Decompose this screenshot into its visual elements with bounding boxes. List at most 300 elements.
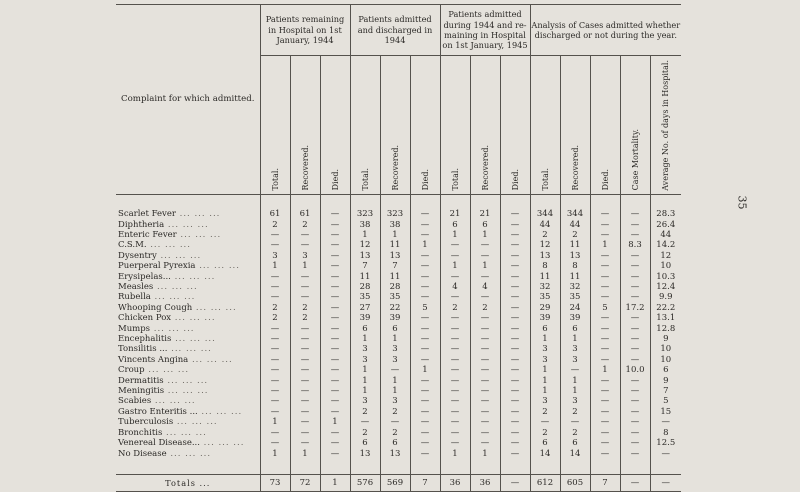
table-cell: 7 bbox=[350, 261, 380, 271]
table-cell: — bbox=[500, 230, 530, 240]
table-cell: 2 bbox=[470, 303, 500, 313]
complaint-name: Tonsilitis ... bbox=[118, 344, 168, 355]
table-cell: — bbox=[590, 449, 620, 459]
table-cell: — bbox=[530, 417, 560, 427]
table-cell: — bbox=[500, 355, 530, 365]
table-cell: 38 bbox=[380, 220, 410, 230]
leader-dots: ... ... ... bbox=[164, 386, 209, 397]
table-cell: 28 bbox=[380, 282, 410, 292]
table-cell: — bbox=[620, 355, 650, 365]
table-cell: — bbox=[410, 438, 440, 448]
table-cell: — bbox=[290, 438, 320, 448]
table-cell: — bbox=[320, 386, 350, 396]
table-cell: — bbox=[470, 396, 500, 406]
complaint-name: Enteric Fever bbox=[118, 229, 177, 240]
table-cell: — bbox=[260, 407, 290, 417]
table-cell: 6 bbox=[560, 324, 590, 334]
table-cell: — bbox=[620, 230, 650, 240]
table-cell: — bbox=[590, 334, 620, 344]
table-cell: — bbox=[410, 292, 440, 302]
table-row bbox=[116, 365, 681, 375]
row-label bbox=[116, 209, 260, 219]
table-cell: 1 bbox=[350, 230, 380, 240]
leader-dots: ... ... ... bbox=[167, 344, 212, 355]
table-cell: — bbox=[260, 230, 290, 240]
table-cell: 10 bbox=[650, 344, 681, 354]
table-cell: — bbox=[500, 417, 530, 427]
table-cell: 5 bbox=[590, 303, 620, 313]
column-header-1 bbox=[290, 56, 320, 195]
complaint-name: Whooping Cough bbox=[118, 302, 193, 313]
table-cell: — bbox=[320, 396, 350, 406]
table-cell: — bbox=[470, 417, 500, 427]
column-header-text: Died. bbox=[330, 169, 340, 191]
table-cell: 1 bbox=[320, 417, 350, 427]
table-cell: 28.3 bbox=[650, 209, 681, 219]
row-label bbox=[116, 449, 260, 459]
table-cell: — bbox=[590, 376, 620, 386]
leader-dots: ... ... ... bbox=[164, 219, 209, 230]
row-label bbox=[116, 251, 260, 261]
column-header-text: Died. bbox=[420, 169, 430, 191]
table-cell: 2 bbox=[560, 230, 590, 240]
table-cell: — bbox=[290, 365, 320, 375]
table-cell: 1 bbox=[380, 386, 410, 396]
table-cell: — bbox=[320, 313, 350, 323]
totals-cell: 72 bbox=[290, 474, 320, 491]
table-cell: — bbox=[320, 303, 350, 313]
table-cell: 39 bbox=[380, 313, 410, 323]
table-cell: 39 bbox=[530, 313, 560, 323]
complaint-name: C.S.M. bbox=[118, 240, 147, 251]
table-cell: 8 bbox=[530, 261, 560, 271]
table-cell: 3 bbox=[560, 344, 590, 354]
table-cell: — bbox=[290, 292, 320, 302]
complaint-name: Scabies bbox=[118, 396, 152, 407]
table-cell: 1 bbox=[410, 240, 440, 250]
table-cell: 1 bbox=[590, 240, 620, 250]
table-cell: 9 bbox=[650, 334, 681, 344]
complaint-name: Croup bbox=[118, 365, 145, 376]
table-cell: — bbox=[620, 313, 650, 323]
row-label bbox=[116, 407, 260, 417]
row-label bbox=[116, 220, 260, 230]
table-cell: — bbox=[470, 240, 500, 250]
table-cell: — bbox=[260, 324, 290, 334]
column-header-text: Average No. of days in Hospital. bbox=[661, 60, 671, 191]
table-cell: — bbox=[590, 282, 620, 292]
table-cell: 1 bbox=[290, 261, 320, 271]
column-header-text: Died. bbox=[510, 169, 520, 191]
table-cell: 8 bbox=[560, 261, 590, 271]
table-cell: 6 bbox=[530, 438, 560, 448]
table-cell: 13 bbox=[380, 449, 410, 459]
table-cell: 1 bbox=[380, 230, 410, 240]
table-row bbox=[116, 209, 681, 219]
table-cell: — bbox=[320, 365, 350, 375]
table-cell: — bbox=[440, 365, 470, 375]
table-cell: — bbox=[440, 407, 470, 417]
table-cell: — bbox=[410, 313, 440, 323]
table-cell: — bbox=[410, 386, 440, 396]
table-cell: 10 bbox=[650, 261, 681, 271]
table-row bbox=[116, 324, 681, 334]
table-cell: — bbox=[590, 209, 620, 219]
table-row bbox=[116, 417, 681, 427]
leader-dots: ... ... ... bbox=[170, 271, 216, 282]
table-cell: 6 bbox=[380, 324, 410, 334]
table-cell: — bbox=[260, 396, 290, 406]
table-cell: — bbox=[620, 272, 650, 282]
table-cell: — bbox=[620, 324, 650, 334]
table-cell: 1 bbox=[470, 449, 500, 459]
table-cell: 29 bbox=[530, 303, 560, 313]
table-cell: — bbox=[410, 251, 440, 261]
group-header-analysis: Analysis of Cases admitted whether discharged or not during the year. bbox=[530, 5, 681, 56]
table-cell: 13 bbox=[350, 251, 380, 261]
row-label bbox=[116, 230, 260, 240]
table-cell: 39 bbox=[350, 313, 380, 323]
complaint-name: Venereal Disease... bbox=[118, 438, 200, 449]
leader-dots: ... ... ... bbox=[163, 375, 209, 386]
group-header-admitted-remaining: Patients admitted during 1944 and re-maining in Hospital on 1st January, 1945 bbox=[440, 5, 530, 56]
column-header-7 bbox=[470, 56, 500, 195]
table-cell: 1 bbox=[590, 365, 620, 375]
table-cell: — bbox=[290, 324, 320, 334]
table-cell: — bbox=[470, 407, 500, 417]
leader-dots: ... ... ... bbox=[153, 282, 198, 293]
table-cell: 2 bbox=[290, 313, 320, 323]
table-cell: — bbox=[470, 344, 500, 354]
complaint-name: Tuberculosis bbox=[118, 417, 174, 428]
table-cell: 1 bbox=[260, 417, 290, 427]
table-row bbox=[116, 240, 681, 250]
table-cell: — bbox=[470, 376, 500, 386]
table-cell: — bbox=[620, 407, 650, 417]
table-cell: 2 bbox=[530, 230, 560, 240]
column-header-3 bbox=[350, 56, 380, 195]
table-cell: — bbox=[290, 355, 320, 365]
table-cell: 3 bbox=[350, 344, 380, 354]
table-cell: 11 bbox=[560, 240, 590, 250]
table-cell: 26.4 bbox=[650, 220, 681, 230]
totals-cell: 612 bbox=[530, 474, 560, 491]
row-label bbox=[116, 355, 260, 365]
table-cell: — bbox=[620, 334, 650, 344]
leader-dots: ... ... ... bbox=[171, 334, 216, 345]
table-cell: — bbox=[440, 240, 470, 250]
table-cell: — bbox=[620, 376, 650, 386]
table-cell: 2 bbox=[260, 303, 290, 313]
table-cell: — bbox=[320, 272, 350, 282]
complaint-name: Gastro Enteritis ... bbox=[118, 406, 198, 417]
table-cell: — bbox=[500, 282, 530, 292]
table-cell: — bbox=[350, 417, 380, 427]
table-cell: 14 bbox=[530, 449, 560, 459]
table-cell: — bbox=[470, 313, 500, 323]
table-cell: 1 bbox=[440, 230, 470, 240]
table-cell: 2 bbox=[260, 220, 290, 230]
table-cell: — bbox=[590, 428, 620, 438]
table-cell: — bbox=[500, 449, 530, 459]
table-cell: — bbox=[410, 407, 440, 417]
table-row bbox=[116, 334, 681, 344]
table-cell: 1 bbox=[260, 261, 290, 271]
table-cell: 21 bbox=[440, 209, 470, 219]
complaint-name: Erysipelas... bbox=[118, 271, 171, 282]
leader-dots: ... ... ... bbox=[195, 261, 240, 272]
table-row bbox=[116, 251, 681, 261]
table-cell: 2 bbox=[290, 220, 320, 230]
leader-dots: ... ... ... bbox=[150, 323, 195, 334]
table-cell: — bbox=[500, 365, 530, 375]
table-cell: 1 bbox=[470, 230, 500, 240]
table-cell: — bbox=[320, 355, 350, 365]
leader-dots: ... ... ... bbox=[176, 229, 222, 240]
table-cell: — bbox=[440, 324, 470, 334]
table-cell: 323 bbox=[380, 209, 410, 219]
table-cell: — bbox=[410, 334, 440, 344]
table-cell: — bbox=[500, 407, 530, 417]
table-cell: — bbox=[590, 272, 620, 282]
table-cell: 11 bbox=[350, 272, 380, 282]
table-cell: — bbox=[470, 272, 500, 282]
table-cell: — bbox=[410, 344, 440, 354]
table-cell: — bbox=[500, 220, 530, 230]
table-cell: — bbox=[590, 220, 620, 230]
table-cell: — bbox=[410, 272, 440, 282]
table-cell: — bbox=[440, 376, 470, 386]
complaint-name: Diphtheria bbox=[118, 219, 165, 230]
table-cell: 11 bbox=[380, 272, 410, 282]
table-cell: 1 bbox=[350, 334, 380, 344]
leader-dots: ... ... ... bbox=[151, 396, 196, 407]
table-cell: — bbox=[320, 407, 350, 417]
table-cell: 44 bbox=[560, 220, 590, 230]
column-header-12 bbox=[620, 56, 650, 195]
totals-label: Totals ... bbox=[116, 474, 260, 491]
column-header-text: Total. bbox=[450, 168, 460, 191]
row-label bbox=[116, 282, 260, 292]
totals-cell: 36 bbox=[440, 474, 470, 491]
table-cell: — bbox=[440, 417, 470, 427]
table-cell: — bbox=[290, 376, 320, 386]
table-cell: — bbox=[470, 365, 500, 375]
table-cell: — bbox=[440, 251, 470, 261]
table-cell: — bbox=[590, 407, 620, 417]
table-cell: 32 bbox=[530, 282, 560, 292]
table-cell: 1 bbox=[560, 376, 590, 386]
table-cell: — bbox=[410, 355, 440, 365]
table-row bbox=[116, 407, 681, 417]
table-cell: 13 bbox=[350, 449, 380, 459]
complaint-name: Meningitis bbox=[118, 386, 165, 397]
table-cell: 13.1 bbox=[650, 313, 681, 323]
table-cell: — bbox=[320, 220, 350, 230]
table-cell: 344 bbox=[560, 209, 590, 219]
table-row bbox=[116, 303, 681, 313]
row-label bbox=[116, 292, 260, 302]
table-cell: 1 bbox=[530, 386, 560, 396]
table-cell: — bbox=[500, 251, 530, 261]
table-cell: — bbox=[260, 355, 290, 365]
group-header-remaining: Patients remaining in Hospital on 1st January, 1944 bbox=[260, 5, 350, 56]
table-cell: 6 bbox=[530, 324, 560, 334]
table-cell: 3 bbox=[380, 355, 410, 365]
complaint-name: Vincents Angina bbox=[118, 354, 189, 365]
table-cell: 13 bbox=[530, 251, 560, 261]
table-cell: — bbox=[320, 438, 350, 448]
table-cell: — bbox=[440, 313, 470, 323]
table-cell: 1 bbox=[380, 376, 410, 386]
table-cell: — bbox=[410, 417, 440, 427]
table-cell: 2 bbox=[350, 407, 380, 417]
table-row bbox=[116, 272, 681, 282]
table-cell: — bbox=[320, 230, 350, 240]
row-label bbox=[116, 303, 260, 313]
table-cell: — bbox=[320, 334, 350, 344]
table-cell: 1 bbox=[380, 334, 410, 344]
table-cell: — bbox=[590, 230, 620, 240]
table-cell: 1 bbox=[290, 449, 320, 459]
table-cell: — bbox=[290, 334, 320, 344]
table-cell: 1 bbox=[260, 449, 290, 459]
table-cell: — bbox=[620, 386, 650, 396]
table-cell: 1 bbox=[530, 376, 560, 386]
table-cell: — bbox=[470, 428, 500, 438]
table-cell: — bbox=[650, 417, 681, 427]
table-cell: — bbox=[590, 324, 620, 334]
table-cell: 323 bbox=[350, 209, 380, 219]
table-cell: — bbox=[500, 438, 530, 448]
table-cell: — bbox=[320, 449, 350, 459]
table-cell: — bbox=[320, 209, 350, 219]
table-cell: 7 bbox=[650, 386, 681, 396]
table-cell: 12.8 bbox=[650, 324, 681, 334]
row-label bbox=[116, 386, 260, 396]
table-cell: 6 bbox=[350, 438, 380, 448]
table-cell: 6 bbox=[650, 365, 681, 375]
leader-dots: ... ... ... bbox=[166, 448, 212, 459]
table-row bbox=[116, 292, 681, 302]
table-cell: — bbox=[260, 240, 290, 250]
table-cell: 1 bbox=[440, 449, 470, 459]
table-cell: — bbox=[620, 449, 650, 459]
table-cell: 1 bbox=[350, 376, 380, 386]
table-cell: — bbox=[410, 324, 440, 334]
table-cell: — bbox=[410, 396, 440, 406]
table-cell: — bbox=[470, 251, 500, 261]
table-cell: — bbox=[620, 438, 650, 448]
table-cell: 2 bbox=[560, 428, 590, 438]
table-row bbox=[116, 438, 681, 448]
table-cell: — bbox=[440, 355, 470, 365]
table-cell: 1 bbox=[470, 261, 500, 271]
table-cell: 6 bbox=[350, 324, 380, 334]
table-cell: — bbox=[500, 292, 530, 302]
table-cell: 3 bbox=[260, 251, 290, 261]
table-cell: — bbox=[290, 344, 320, 354]
leader-dots: ... ... ... bbox=[197, 406, 243, 417]
table-cell: — bbox=[590, 438, 620, 448]
table-cell: 14.2 bbox=[650, 240, 681, 250]
complaint-name: No Disease bbox=[118, 448, 167, 459]
table-row bbox=[116, 220, 681, 230]
table-cell: 4 bbox=[470, 282, 500, 292]
table-cell: 3 bbox=[350, 396, 380, 406]
table-cell: — bbox=[620, 292, 650, 302]
table-cell: — bbox=[290, 396, 320, 406]
row-label bbox=[116, 261, 260, 271]
table-cell: — bbox=[440, 344, 470, 354]
table-cell: — bbox=[620, 251, 650, 261]
row-label bbox=[116, 417, 260, 427]
totals-cell: 1 bbox=[320, 474, 350, 491]
table-cell: — bbox=[380, 365, 410, 375]
leader-dots: ... ... ... bbox=[192, 302, 237, 313]
table-cell: 1 bbox=[530, 365, 560, 375]
table-cell: 21 bbox=[470, 209, 500, 219]
leader-dots: ... ... ... bbox=[173, 417, 218, 428]
table-cell: — bbox=[620, 282, 650, 292]
leader-dots: ... ... ... bbox=[171, 313, 216, 324]
table-cell: 2 bbox=[380, 407, 410, 417]
table-cell: — bbox=[440, 386, 470, 396]
table-cell: — bbox=[320, 344, 350, 354]
table-cell: 3 bbox=[290, 251, 320, 261]
column-header-text: Recovered. bbox=[480, 145, 490, 191]
table-cell: — bbox=[560, 417, 590, 427]
table-cell: 3 bbox=[560, 355, 590, 365]
column-header-text: Recovered. bbox=[570, 145, 580, 191]
table-cell: 1 bbox=[350, 365, 380, 375]
totals-cell: 36 bbox=[470, 474, 500, 491]
table-cell: 22.2 bbox=[650, 303, 681, 313]
table-cell: — bbox=[620, 428, 650, 438]
table-cell: 12 bbox=[530, 240, 560, 250]
table-cell: 6 bbox=[380, 438, 410, 448]
complaint-name: Dysentry bbox=[118, 250, 157, 261]
row-label bbox=[116, 313, 260, 323]
table-cell: 35 bbox=[560, 292, 590, 302]
complaint-header: Complaint for which admitted. bbox=[116, 5, 260, 195]
table-cell: 2 bbox=[530, 407, 560, 417]
table-cell: — bbox=[500, 313, 530, 323]
table-cell: 15 bbox=[650, 407, 681, 417]
table-cell: — bbox=[590, 313, 620, 323]
table-cell: — bbox=[500, 344, 530, 354]
leader-dots: ... ... ... bbox=[175, 209, 221, 220]
table-cell: — bbox=[410, 220, 440, 230]
table-cell: 32 bbox=[560, 282, 590, 292]
table-cell: — bbox=[620, 209, 650, 219]
table-cell: 10.3 bbox=[650, 272, 681, 282]
table-cell: — bbox=[470, 355, 500, 365]
complaint-name: Measles bbox=[118, 282, 154, 293]
column-header-text: Total. bbox=[270, 168, 280, 191]
table-cell: — bbox=[440, 428, 470, 438]
table-cell: — bbox=[320, 376, 350, 386]
table-cell: 2 bbox=[260, 313, 290, 323]
table-cell: — bbox=[500, 376, 530, 386]
table-cell: 1 bbox=[350, 386, 380, 396]
table-cell: — bbox=[320, 251, 350, 261]
table-cell: 44 bbox=[650, 230, 681, 240]
table-cell: 11 bbox=[530, 272, 560, 282]
column-header-9 bbox=[530, 56, 560, 195]
totals-cell: 605 bbox=[560, 474, 590, 491]
table-cell: — bbox=[500, 209, 530, 219]
